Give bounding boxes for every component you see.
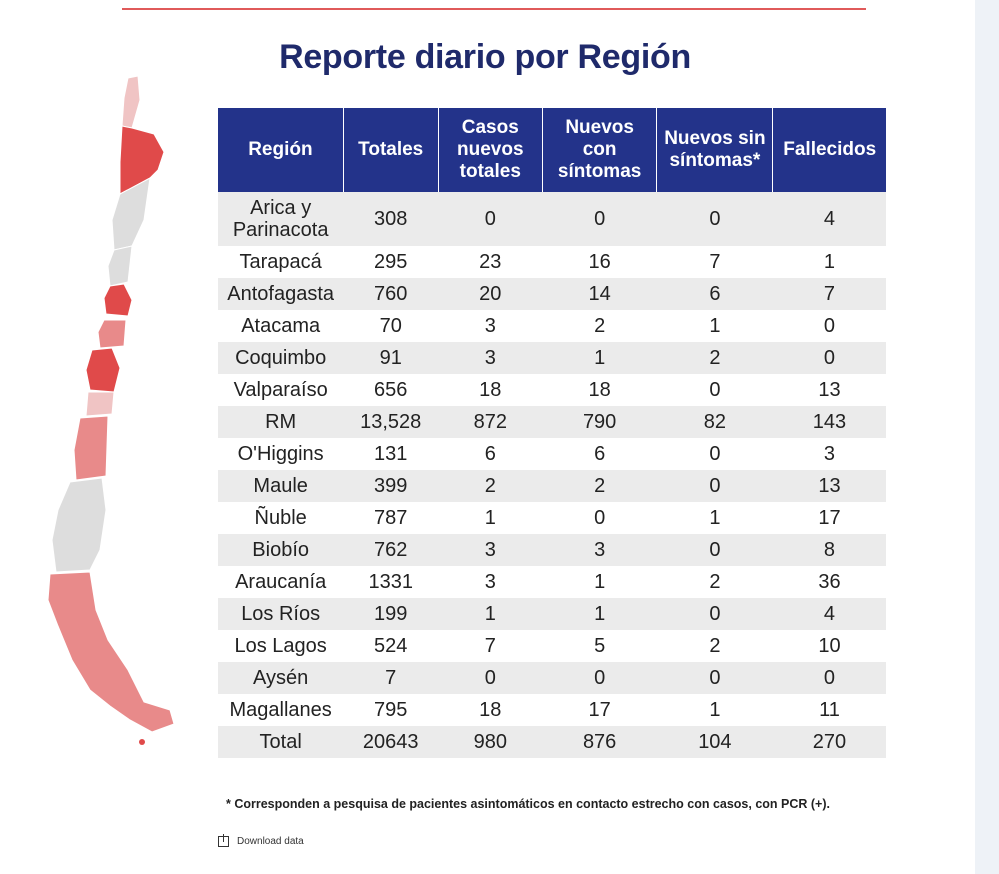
cell-totales: 295 [343, 246, 438, 278]
table-row [218, 534, 886, 566]
cell-sin-sintomas: 2 [657, 566, 773, 598]
cell-totales: 795 [343, 694, 438, 726]
column-header-fallecidos: Fallecidos [773, 108, 886, 192]
cell-totales: 760 [343, 278, 438, 310]
cell-sin-sintomas: 6 [657, 278, 773, 310]
cell-totales: 524 [343, 630, 438, 662]
cell-sin-sintomas: 7 [657, 246, 773, 278]
cell-total-label: Total [218, 726, 343, 758]
cell-sin-sintomas: 0 [657, 470, 773, 502]
map-region-arica[interactable] [122, 76, 140, 128]
cell-region: Valparaíso [218, 374, 343, 406]
map-region-maule[interactable] [74, 416, 108, 480]
cell-con-sintomas: 14 [542, 278, 656, 310]
column-header-nuevos-sin-sintomas: Nuevos sin síntomas* [657, 108, 773, 192]
table-total-row [218, 726, 886, 758]
table-row [218, 694, 886, 726]
table-row [218, 310, 886, 342]
cell-fallecidos: 11 [773, 694, 886, 726]
page-right-strip [975, 0, 999, 874]
cell-totales: 199 [343, 598, 438, 630]
map-region-atacama[interactable] [108, 246, 132, 286]
cell-totales: 13,528 [343, 406, 438, 438]
cell-sin-sintomas: 0 [657, 192, 773, 246]
map-region-central-south[interactable] [52, 478, 106, 572]
download-icon [218, 836, 229, 847]
table-row [218, 438, 886, 470]
cell-sin-sintomas: 1 [657, 694, 773, 726]
table-row [218, 566, 886, 598]
cell-con-sintomas: 2 [542, 470, 656, 502]
table-row [218, 598, 886, 630]
cell-totales: 91 [343, 342, 438, 374]
cell-sin-sintomas: 2 [657, 630, 773, 662]
cell-region: RM [218, 406, 343, 438]
cell-con-sintomas: 16 [542, 246, 656, 278]
table-row [218, 470, 886, 502]
cell-fallecidos: 8 [773, 534, 886, 566]
cell-con-sintomas: 5 [542, 630, 656, 662]
cell-con-sintomas: 18 [542, 374, 656, 406]
cell-totales: 1331 [343, 566, 438, 598]
table-header-row [218, 108, 886, 192]
cell-fallecidos: 36 [773, 566, 886, 598]
cell-casos-nuevos: 23 [438, 246, 542, 278]
cell-con-sintomas: 0 [542, 192, 656, 246]
column-header-totales: Totales [343, 108, 438, 192]
cell-casos-nuevos: 3 [438, 342, 542, 374]
cell-region: Los Ríos [218, 598, 343, 630]
cell-fallecidos: 143 [773, 406, 886, 438]
table-row [218, 374, 886, 406]
cell-sin-sintomas: 1 [657, 310, 773, 342]
cell-casos-nuevos: 3 [438, 310, 542, 342]
cell-casos-nuevos: 3 [438, 566, 542, 598]
column-header-region: Región [218, 108, 343, 192]
cell-totales: 762 [343, 534, 438, 566]
cell-con-sintomas: 0 [542, 662, 656, 694]
cell-sin-sintomas: 0 [657, 662, 773, 694]
cell-casos-nuevos: 18 [438, 694, 542, 726]
cell-con-sintomas: 2 [542, 310, 656, 342]
cell-region: Antofagasta [218, 278, 343, 310]
cell-con-sintomas: 1 [542, 566, 656, 598]
cell-casos-nuevos: 6 [438, 438, 542, 470]
column-header-casos-nuevos: Casos nuevos totales [438, 108, 542, 192]
map-region-valparaiso[interactable] [98, 320, 126, 348]
cell-fallecidos: 13 [773, 470, 886, 502]
map-region-antofagasta[interactable] [112, 178, 150, 250]
cell-casos-nuevos: 1 [438, 502, 542, 534]
column-header-nuevos-con-sintomas: Nuevos con síntomas [542, 108, 656, 192]
chile-region-map [40, 70, 190, 760]
cell-region: Ñuble [218, 502, 343, 534]
cell-total-fallecidos: 270 [773, 726, 886, 758]
cell-casos-nuevos: 0 [438, 192, 542, 246]
cell-con-sintomas: 0 [542, 502, 656, 534]
cell-casos-nuevos: 1 [438, 598, 542, 630]
cell-region: Los Lagos [218, 630, 343, 662]
cell-casos-nuevos: 7 [438, 630, 542, 662]
cell-fallecidos: 13 [773, 374, 886, 406]
cell-fallecidos: 4 [773, 192, 886, 246]
cell-casos-nuevos: 0 [438, 662, 542, 694]
table-body [218, 192, 886, 758]
table-row [218, 192, 886, 246]
cell-region: Arica y Parinacota [218, 192, 343, 246]
cell-fallecidos: 0 [773, 310, 886, 342]
cell-region: Coquimbo [218, 342, 343, 374]
cell-casos-nuevos: 872 [438, 406, 542, 438]
table-row [218, 278, 886, 310]
cell-fallecidos: 7 [773, 278, 886, 310]
cell-total-totales: 20643 [343, 726, 438, 758]
cell-sin-sintomas: 0 [657, 374, 773, 406]
top-accent-line [122, 8, 866, 10]
cell-con-sintomas: 6 [542, 438, 656, 470]
cell-sin-sintomas: 82 [657, 406, 773, 438]
table-row [218, 662, 886, 694]
cell-totales: 131 [343, 438, 438, 470]
table-row [218, 406, 886, 438]
cell-fallecidos: 10 [773, 630, 886, 662]
cell-region: Maule [218, 470, 343, 502]
cell-totales: 656 [343, 374, 438, 406]
download-label: Download data [237, 836, 304, 847]
cell-sin-sintomas: 0 [657, 438, 773, 470]
cell-region: Atacama [218, 310, 343, 342]
cell-fallecidos: 17 [773, 502, 886, 534]
cell-region: Biobío [218, 534, 343, 566]
cell-totales: 308 [343, 192, 438, 246]
cell-total-casos-nuevos: 980 [438, 726, 542, 758]
region-report-table [218, 108, 886, 758]
cell-fallecidos: 1 [773, 246, 886, 278]
cell-con-sintomas: 1 [542, 342, 656, 374]
cell-totales: 787 [343, 502, 438, 534]
map-island-juan-fernandez [139, 739, 145, 745]
map-region-rm[interactable] [86, 348, 120, 392]
cell-fallecidos: 0 [773, 342, 886, 374]
table-row [218, 630, 886, 662]
cell-sin-sintomas: 0 [657, 598, 773, 630]
cell-region: Aysén [218, 662, 343, 694]
table-row [218, 246, 886, 278]
map-region-ohiggins[interactable] [86, 392, 114, 416]
cell-sin-sintomas: 0 [657, 534, 773, 566]
cell-sin-sintomas: 1 [657, 502, 773, 534]
cell-casos-nuevos: 2 [438, 470, 542, 502]
cell-casos-nuevos: 20 [438, 278, 542, 310]
cell-totales: 7 [343, 662, 438, 694]
cell-con-sintomas: 17 [542, 694, 656, 726]
cell-region: Tarapacá [218, 246, 343, 278]
cell-fallecidos: 0 [773, 662, 886, 694]
cell-casos-nuevos: 18 [438, 374, 542, 406]
cell-totales: 70 [343, 310, 438, 342]
cell-region: Araucanía [218, 566, 343, 598]
table-row [218, 502, 886, 534]
page-title: Reporte diario por Región [279, 38, 691, 76]
cell-casos-nuevos: 3 [438, 534, 542, 566]
footnote: * Corresponden a pesquisa de pacientes asintomáticos en contacto estrecho con casos, con PCR (+). [226, 797, 830, 811]
cell-region: O'Higgins [218, 438, 343, 470]
cell-fallecidos: 4 [773, 598, 886, 630]
cell-totales: 399 [343, 470, 438, 502]
cell-sin-sintomas: 2 [657, 342, 773, 374]
table-row [218, 342, 886, 374]
cell-region: Magallanes [218, 694, 343, 726]
cell-fallecidos: 3 [773, 438, 886, 470]
map-region-coquimbo[interactable] [104, 284, 132, 316]
cell-con-sintomas: 790 [542, 406, 656, 438]
cell-total-con-sintomas: 876 [542, 726, 656, 758]
download-data-link[interactable] [218, 836, 304, 847]
map-region-south[interactable] [48, 572, 174, 732]
cell-con-sintomas: 1 [542, 598, 656, 630]
cell-con-sintomas: 3 [542, 534, 656, 566]
cell-total-sin-sintomas: 104 [657, 726, 773, 758]
